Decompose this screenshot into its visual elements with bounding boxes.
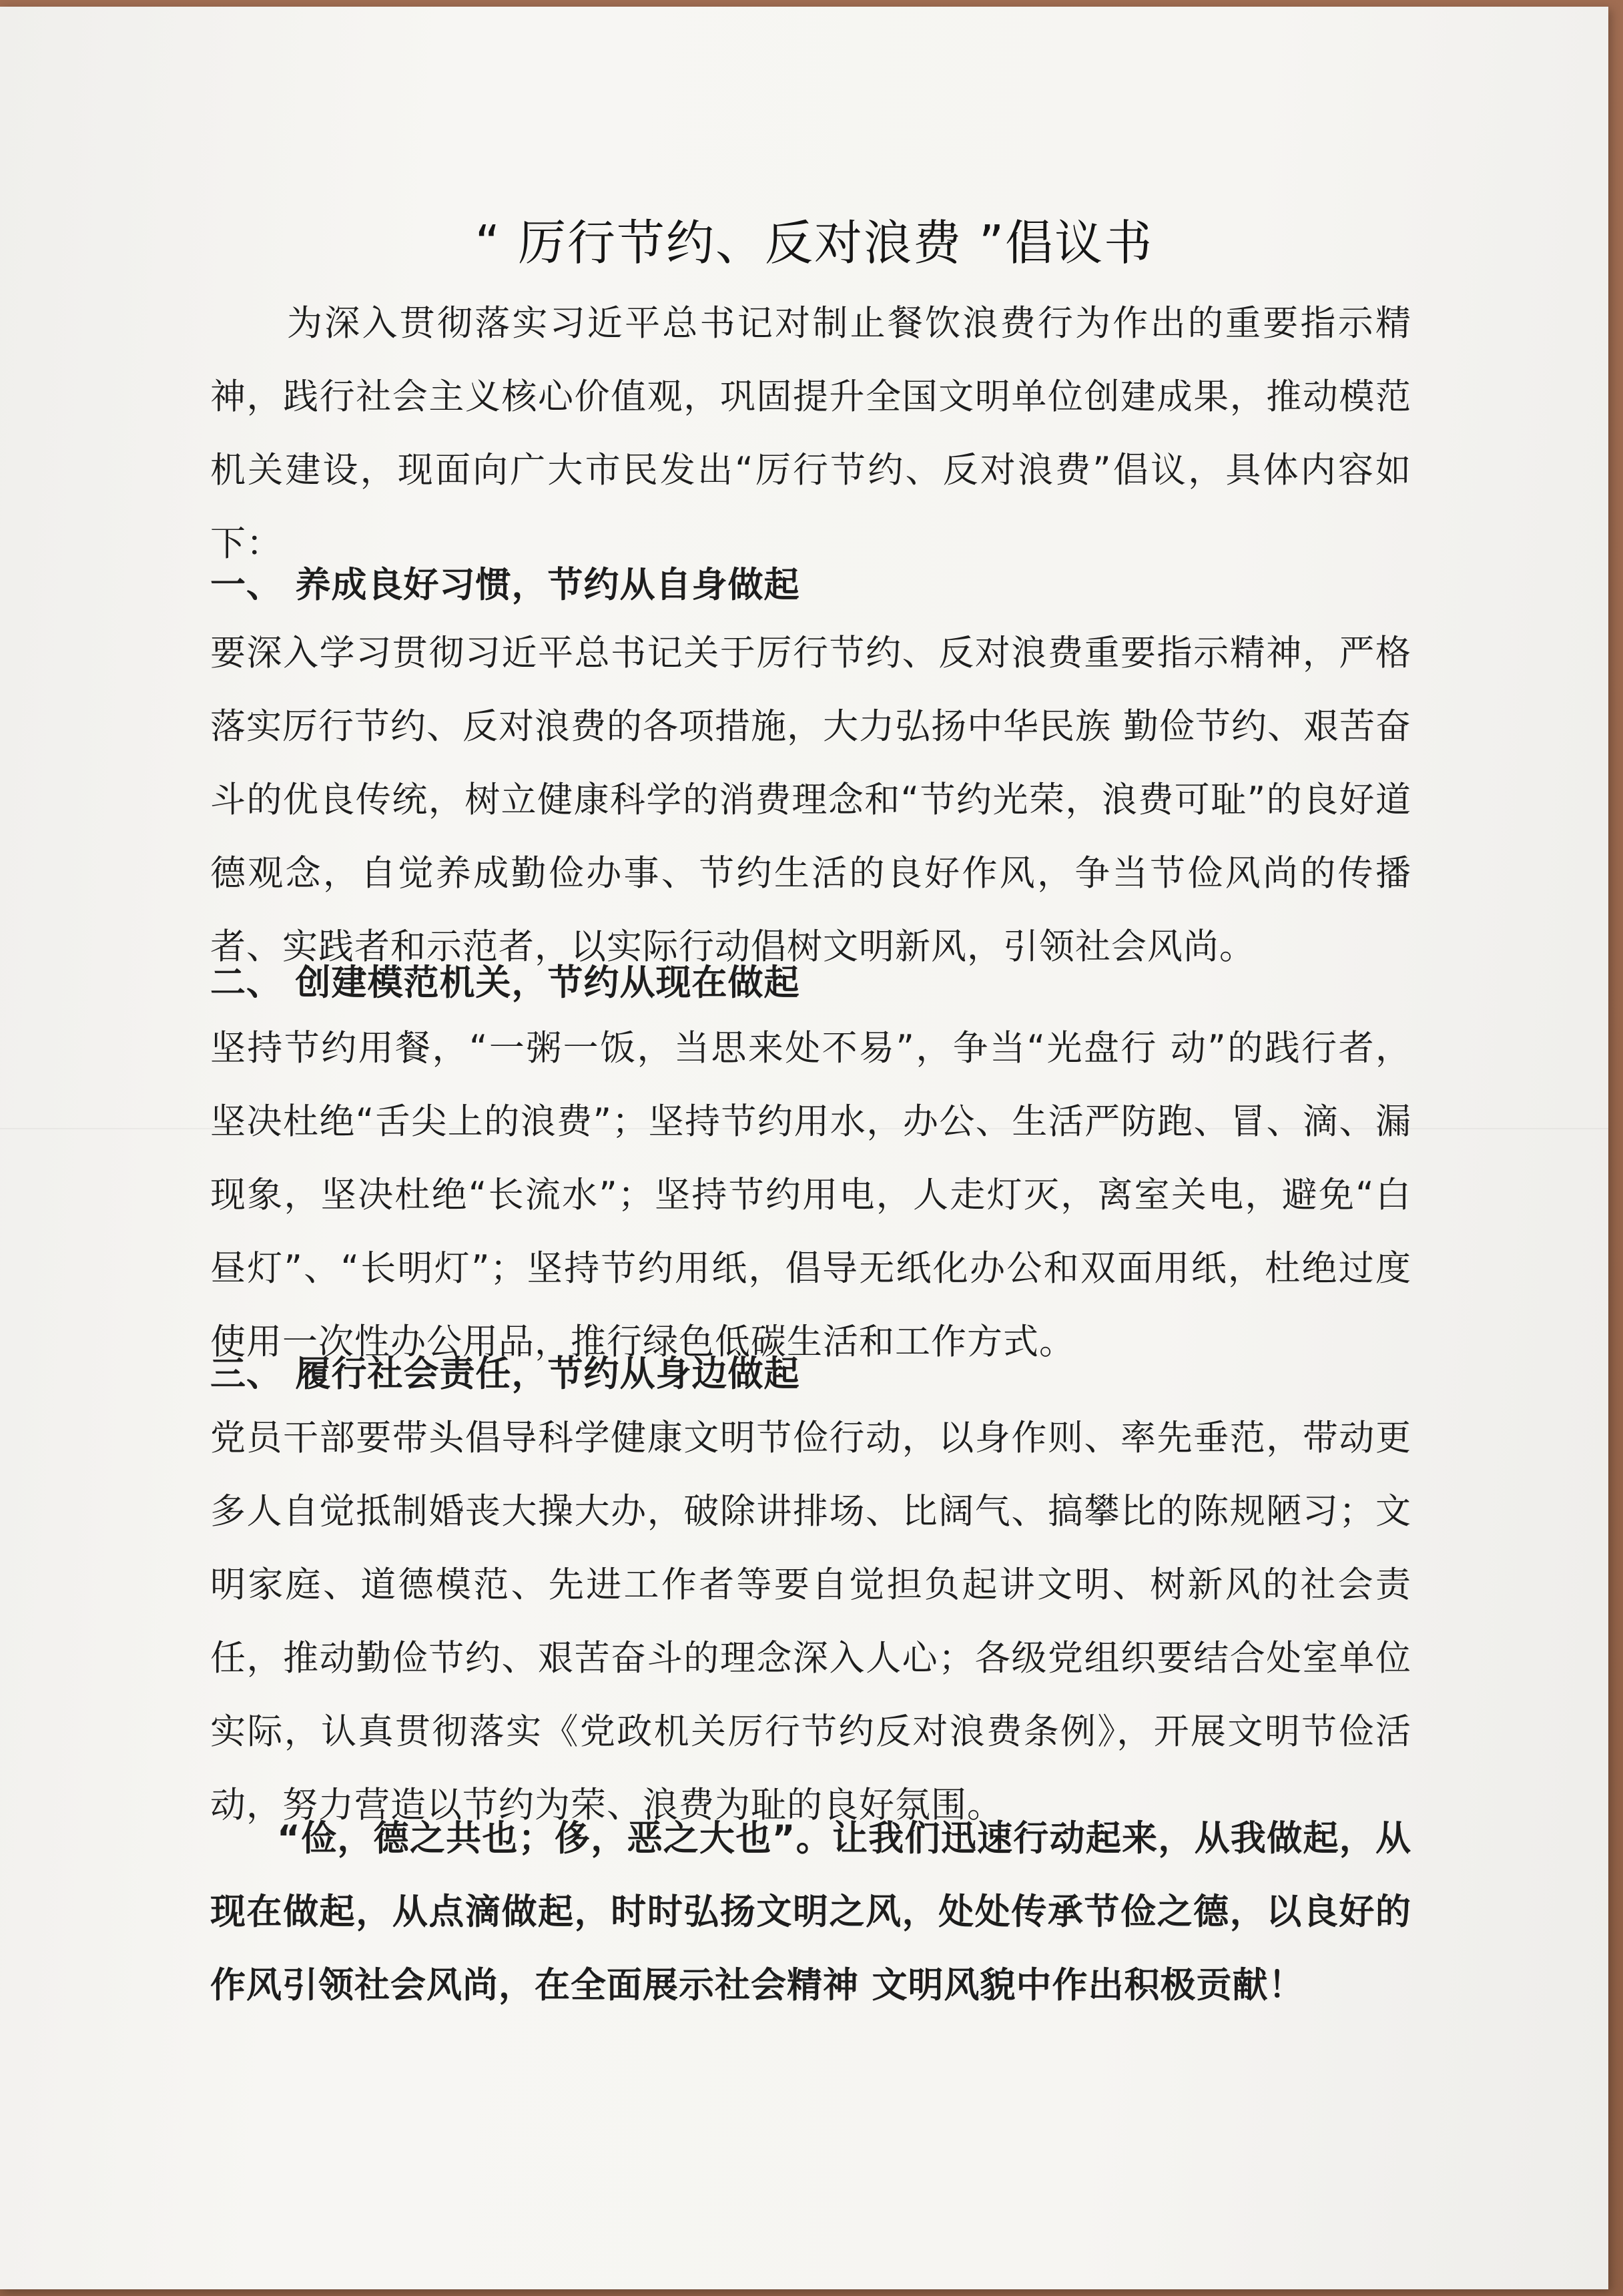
section-heading-3: 三、 履行社会责任，节约从身边做起: [210, 1354, 800, 1394]
section-body-1: 要深入学习贯彻习近平总书记关于厉行节约、反对浪费重要指示精神，严格落实厉行节约、反对浪费的各项措施，大力弘扬中华民族 勤俭节约、艰苦奋斗的优良传统，树立健康科学的消费理念和“节约光荣，浪费可耻”的良好道德观念，自觉养成勤俭办事、节约生活的良好作风，争当节俭风尚的传播者、实践者和示范者，以实际行动倡树文明新风，引领社会风尚。: [210, 633, 1411, 967]
section-heading-2: 二、 创建模范机关，节约从现在做起: [210, 962, 800, 1003]
closing-paragraph: “俭，德之共也；侈，恶之大也”。让我们迅速行动起来，从我做起，从现在做起，从点滴做起，时时弘扬文明之风，处处传承节俭之德，以良好的作风引领社会风尚，在全面展示社会精神 文明风貌中作出积极贡献！: [210, 1818, 1411, 2006]
paper-sheet: [0, 7, 1608, 2289]
intro-paragraph: 为深入贯彻落实习近平总书记对制止餐饮浪费行为作出的重要指示精神，践行社会主义核心价值观，巩固提升全国文明单位创建成果，推动模范机关建设，现面向广大市民发出“厉行节约、反对浪费”倡议，具体内容如下：: [210, 303, 1411, 564]
section-heading-1: 一、 养成良好习惯，节约从自身做起: [210, 565, 800, 605]
document-title: “ 厉行节约、反对浪费 ”倡议书: [474, 215, 1154, 271]
section-body-3: 党员干部要带头倡导科学健康文明节俭行动，以身作则、率先垂范，带动更多人自觉抵制婚丧大操大办，破除讲排场、比阔气、搞攀比的陈规陋习；文明家庭、道德模范、先进工作者等要自觉担负起讲文明、树新风的社会责任，推动勤俭节约、艰苦奋斗的理念深入人心；各级党组织要结合处室单位实际，认真贯彻落实《党政机关厉行节约反对浪费条例》，开展文明节俭活动，努力营造以节约为荣、浪费为耻的良好氛围。: [210, 1418, 1411, 1825]
section-body-2: 坚持节约用餐，“一粥一饭，当思来处不易”，争当“光盘行 动”的践行者，坚决杜绝“舌尖上的浪费”；坚持节约用水，办公、生活严防跑、冒、滴、漏现象，坚决杜绝“长流水”；坚持节约用电，人走灯灭，离室关电，避免“白昼灯”、“长明灯”；坚持节约用纸，倡导无纸化办公和双面用纸，杜绝过度使用一次性办公用品，推行绿色低碳生活和工作方式。: [210, 1028, 1411, 1362]
